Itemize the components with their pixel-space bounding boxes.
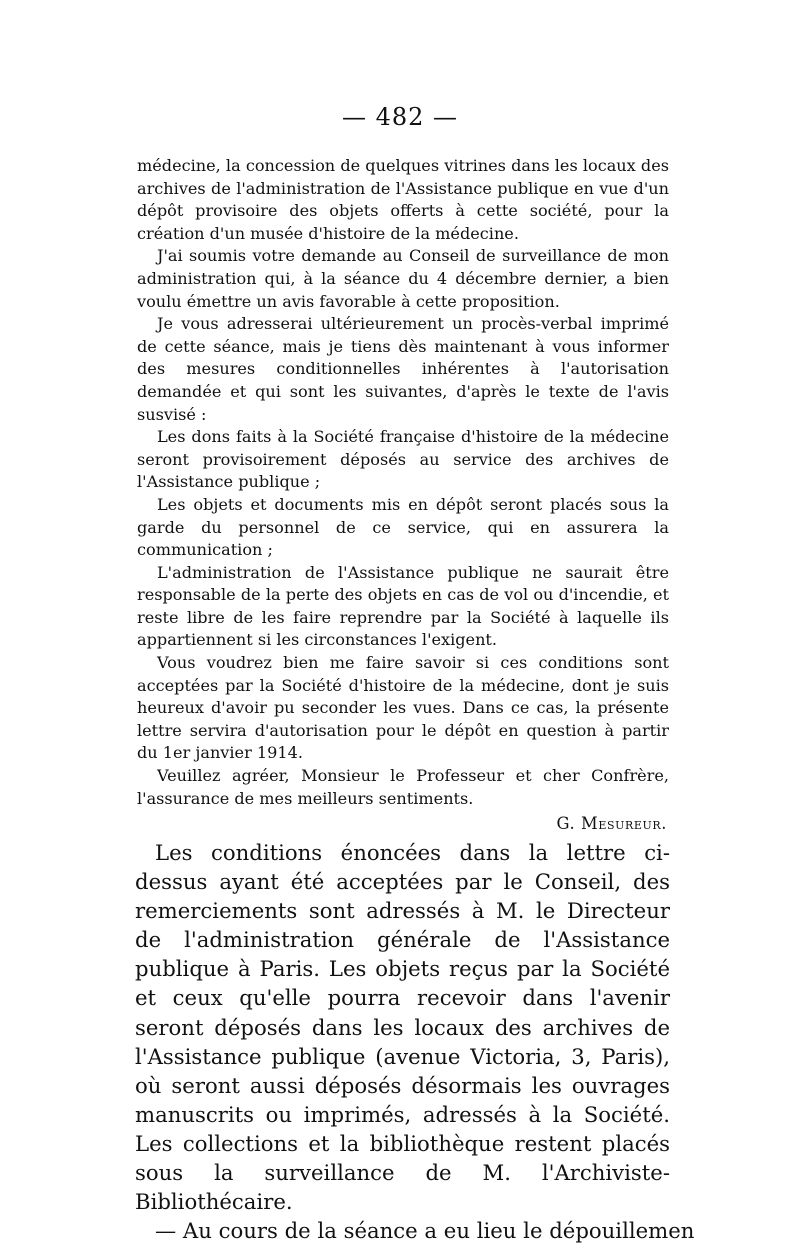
page-number: — 482 — [341,103,459,131]
letter-paragraph: L'administration de l'Assistance publique ne saurait être responsable de la perte des objets en cas de vol ou d'incendie, et reste libre de les faire reprendre par la Société à laquelle ils appartiennent si les circonstances l'exigent. [137,562,669,650]
letter-paragraph: Les objets et documents mis en dépôt seront placés sous la garde du personnel de ce service, qui en assurera la communication ; [137,494,669,560]
signature-name: G. Mesureur. [556,814,667,834]
letter-paragraph: Veuillez agréer, Monsieur le Professeur et cher Confrère, l'assurance de mes meilleurs sentiments. [137,766,669,808]
letter-paragraph: médecine, la concession de quelques vitrines dans les locaux des archives de l'administration de l'Assistance publique en vue d'un dépôt provisoire des objets offerts à cette société, pour la création d'un musée d'histoire de la médecine. [137,156,669,243]
minutes-paragraph: Les conditions énoncées dans la lettre ci-dessus ayant été acceptées par le Conseil, des remerciements sont adressés à M. le Directeur de l'administration générale de l'Assistance publique à Paris. Les objets reçus par la Société et ceux qu'elle pourra recevoir dans l'avenir seront déposés dans les locaux des archives de l'Assistance publique (avenue Victoria, 3, Paris), où seront aussi déposés désormais les ouvrages manuscrits ou imprimés, adressés à la Société. Les collections et la bibliothèque restent placés sous la surveillance de M. l'Archiviste-Bibliothécaire. [135,840,670,1215]
letter-text [137,155,669,836]
minutes-text [135,838,695,1245]
letter-paragraph: Je vous adresserai ultérieurement un procès-verbal imprimé de cette séance, mais je tiens dès maintenant à vous informer des mesures conditionnelles inhérentes à l'autorisation demandée et qui sont les suivantes, d'après le texte de l'avis susvisé : [137,314,669,424]
letter-paragraph: J'ai soumis votre demande au Conseil de surveillance de mon administration qui, à la séance du 4 décembre dernier, a bien voulu émettre un avis favorable à cette proposition. [137,246,669,311]
signature [137,812,669,836]
letter-paragraph: Vous voudrez bien me faire savoir si ces conditions sont acceptées par la Société d'histoire de la médecine, dont je suis heureux d'avoir pu seconder les vues. Dans ce cas, la présente lettre servira d'autorisation pour le dépôt en question à partir du 1er janvier 1914. [137,653,669,763]
minutes-paragraph: — Au cours de la séance a eu lieu le dépouillemen [155,1218,695,1244]
letter-paragraph: Les dons faits à la Société française d'histoire de la médecine seront provisoirement déposés au service des archives de l'Assistance publique ; [137,427,669,492]
